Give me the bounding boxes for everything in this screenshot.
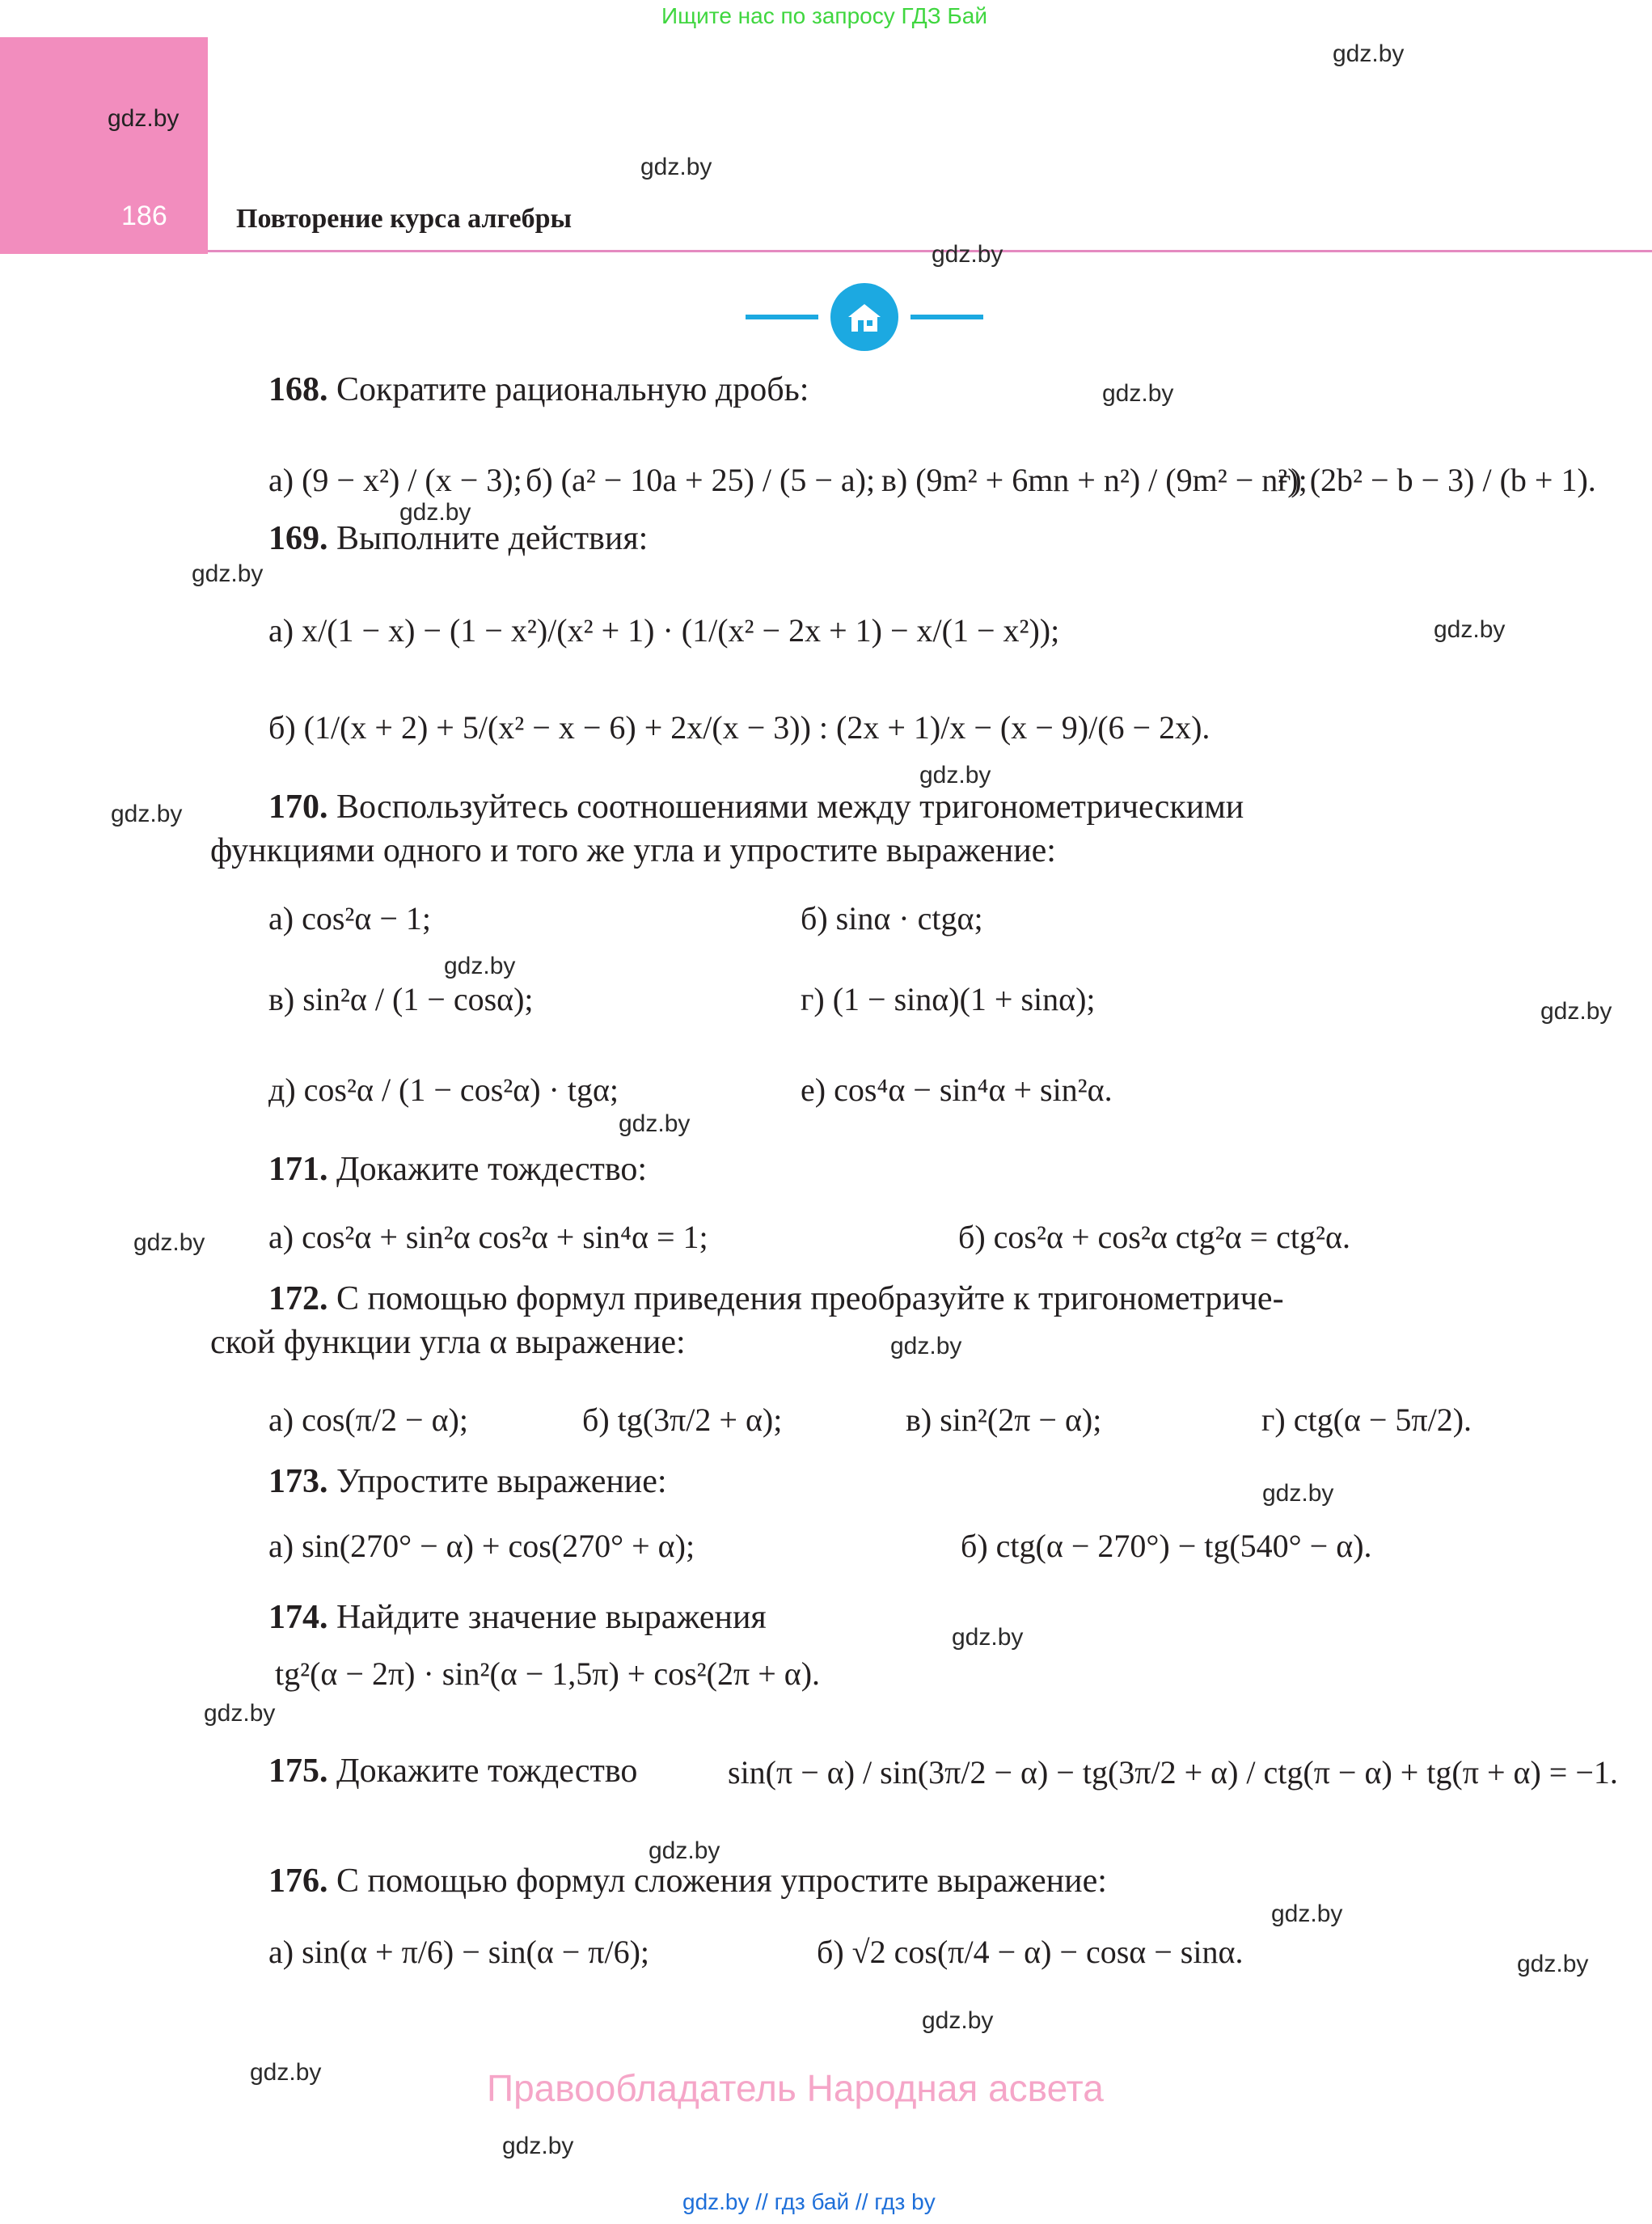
watermark: gdz.by <box>111 801 183 827</box>
watermark: gdz.by <box>1434 616 1506 643</box>
task-173-a: а) sin(270° − α) + cos(270° + α); <box>268 1528 695 1564</box>
task-text: Докажите тождество <box>336 1753 638 1790</box>
task-170-d: д) cos²α / (1 − cos²α) · tgα; <box>268 1072 619 1108</box>
task-171-heading <box>268 1150 647 1189</box>
task-172-v: в) sin²(2π − α); <box>906 1402 1102 1438</box>
house-icon <box>830 283 898 351</box>
watermark: gdz.by <box>444 953 516 979</box>
watermark: gdz.by <box>502 2133 574 2159</box>
task-170-e: е) cos⁴α − sin⁴α + sin²α. <box>801 1072 1113 1108</box>
watermark: gdz.by <box>1271 1901 1343 1927</box>
task-175-expression: sin(π − α) / sin(3π/2 − α) − tg(3π/2 + α) / ctg(π − α) + tg(π + α) = −1. <box>728 1754 1618 1791</box>
copyright-notice: Правообладатель Народная асвета <box>487 2067 1104 2109</box>
task-169-b: б) (1/(x + 2) + 5/(x² − x − 6) + 2x/(x − 3)) : (2x + 1)/x − (x − 9)/(6 − 2x). <box>268 709 1210 746</box>
watermark: gdz.by <box>649 1837 720 1864</box>
task-173-b: б) ctg(α − 270°) − tg(540° − α). <box>961 1528 1372 1564</box>
task-170-b: б) sinα · ctgα; <box>801 900 983 937</box>
task-174-expression: tg²(α − 2π) · sin²(α − 1,5π) + cos²(2π + α). <box>275 1655 821 1692</box>
watermark: gdz.by <box>952 1624 1024 1651</box>
task-number: 172. <box>268 1280 328 1317</box>
watermark: gdz.by <box>932 241 1003 268</box>
task-number: 168. <box>268 371 328 408</box>
watermark: gdz.by <box>192 560 264 587</box>
task-172-a: а) cos(π/2 − α); <box>268 1402 468 1438</box>
watermark: gdz.by <box>1102 380 1174 407</box>
header-rule <box>208 250 1652 252</box>
marker-line-left <box>746 315 818 319</box>
task-text: Выполните действия: <box>336 520 649 557</box>
task-172-line1 <box>268 1279 1284 1318</box>
task-168-a: а) (9 − x²) / (x − 3); <box>268 462 522 498</box>
watermark: gdz.by <box>919 762 991 789</box>
task-number: 175. <box>268 1753 328 1790</box>
task-174-heading <box>268 1598 767 1637</box>
task-number: 171. <box>268 1151 328 1188</box>
task-168-heading <box>268 370 809 409</box>
task-173-heading <box>268 1462 667 1501</box>
task-171-b: б) cos²α + cos²α ctg²α = ctg²α. <box>958 1219 1350 1255</box>
task-number: 174. <box>268 1599 328 1636</box>
watermark: gdz.by <box>1517 1951 1589 1977</box>
task-text: Найдите значение выражения <box>336 1599 767 1636</box>
task-number: 169. <box>268 520 328 557</box>
task-number: 173. <box>268 1463 328 1500</box>
task-168-v: в) (9m² + 6mn + n²) / (9m² − n²); <box>881 462 1308 498</box>
task-176-heading <box>268 1862 1107 1901</box>
watermark: gdz.by <box>922 2007 994 2034</box>
task-number: 176. <box>268 1862 328 1900</box>
task-168-g: г) (2b² − b − 3) / (b + 1). <box>1278 462 1596 498</box>
task-175-heading <box>268 1752 637 1791</box>
task-169-heading <box>268 519 648 558</box>
task-text: Упростите выражение: <box>336 1463 667 1500</box>
page-number: 186 <box>121 201 167 231</box>
watermark: gdz.by <box>108 105 180 132</box>
task-170-a: а) cos²α − 1; <box>268 900 432 937</box>
task-171-a: а) cos²α + sin²α cos²α + sin⁴α = 1; <box>268 1219 708 1255</box>
task-text: С помощью формул сложения упростите выражение: <box>336 1862 1107 1900</box>
watermark: gdz.by <box>1540 998 1612 1025</box>
task-170-v: в) sin²α / (1 − cosα); <box>268 981 534 1017</box>
watermark: gdz.by <box>204 1700 276 1727</box>
task-172-b: б) tg(3π/2 + α); <box>582 1402 783 1438</box>
watermark: gdz.by <box>1333 40 1405 67</box>
task-176-b: б) √2 cos(π/4 − α) − cosα − sinα. <box>817 1934 1244 1970</box>
search-hint: Ищите нас по запросу ГДЗ Бай <box>661 3 988 28</box>
watermark: gdz.by <box>133 1229 205 1256</box>
task-169-a: а) x/(1 − x) − (1 − x²)/(x² + 1) · (1/(x² − 2x + 1) − x/(1 − x²)); <box>268 612 1060 649</box>
watermark: gdz.by <box>1262 1480 1334 1507</box>
task-text: С помощью формул приведения преобразуйте к тригонометриче- <box>336 1280 1284 1317</box>
task-text: Докажите тождество: <box>336 1151 648 1188</box>
watermark: gdz.by <box>250 2059 322 2086</box>
task-170-line2: функциями одного и того же угла и упростите выражение: <box>210 832 1056 869</box>
page-corner-block <box>0 37 208 254</box>
task-text: Воспользуйтесь соотношениями между тригонометрическими <box>336 789 1244 826</box>
watermark: gdz.by <box>890 1333 962 1359</box>
task-176-a: а) sin(α + π/6) − sin(α − π/6); <box>268 1934 650 1970</box>
watermark: gdz.by <box>399 499 471 526</box>
task-text: Сократите рациональную дробь: <box>336 371 809 408</box>
task-168-b: б) (a² − 10a + 25) / (5 − a); <box>526 462 876 498</box>
task-172-g: г) ctg(α − 5π/2). <box>1261 1402 1472 1438</box>
task-172-line2: ской функции угла α выражение: <box>210 1324 686 1361</box>
marker-line-right <box>911 315 983 319</box>
section-title: Повторение курса алгебры <box>236 204 572 234</box>
watermark: gdz.by <box>640 154 712 180</box>
watermark: gdz.by <box>619 1110 691 1137</box>
footer-links[interactable]: gdz.by // гдз бай // гдз by <box>682 2189 936 2214</box>
task-170-g: г) (1 − sinα)(1 + sinα); <box>801 981 1096 1017</box>
task-number: 170. <box>268 789 328 826</box>
task-170-line1 <box>268 788 1244 827</box>
